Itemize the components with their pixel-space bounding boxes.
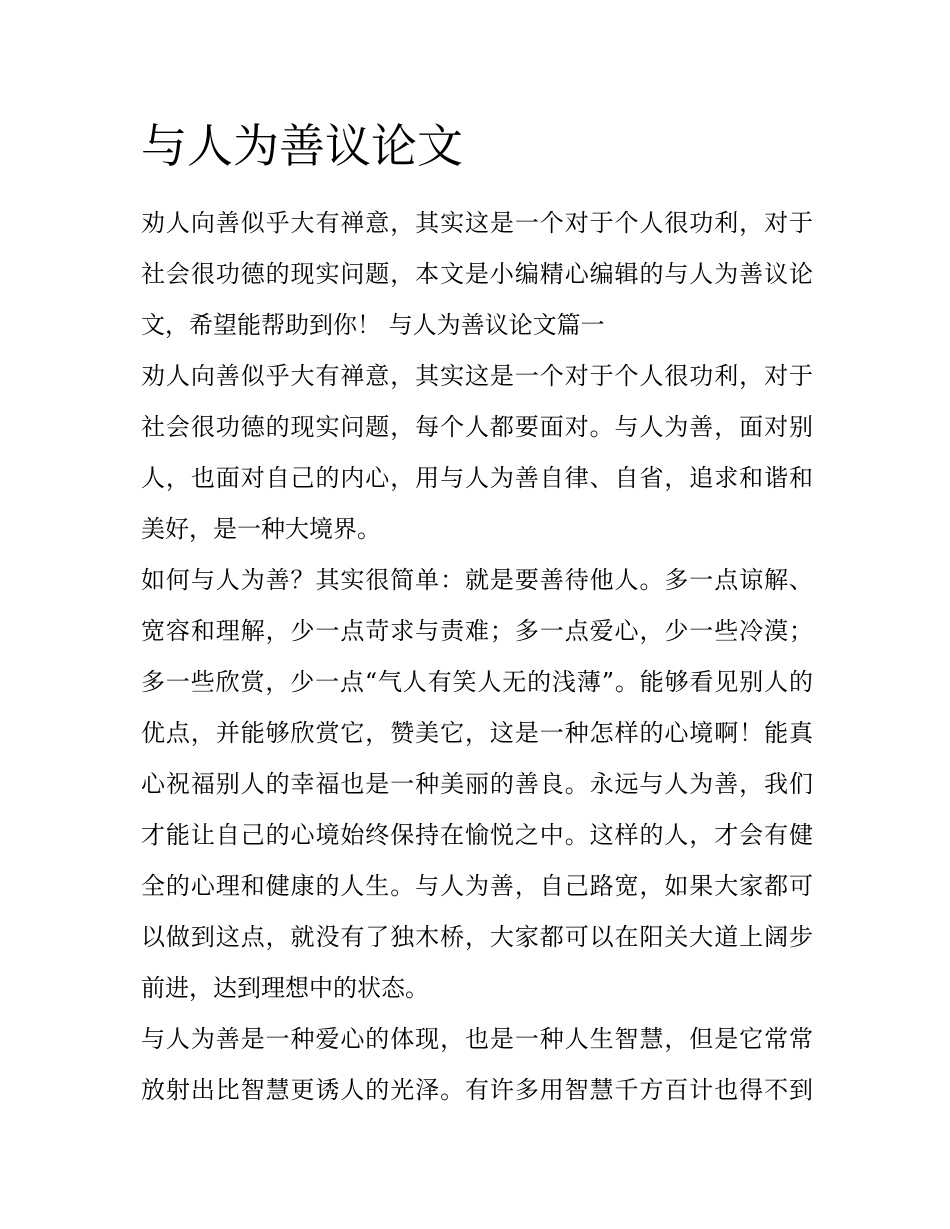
- body-line: 心祝福别人的幸福也是一种美丽的善良。永远与人为善，我们: [141, 770, 813, 798]
- body-line: 以做到这点，就没有了独木桥，大家都可以在阳关大道上阔步: [141, 923, 813, 951]
- body-line: 优点，并能够欣赏它，赞美它，这是一种怎样的心境啊！能真: [141, 719, 813, 747]
- body-line: 如何与人为善？其实很简单：就是要善待他人。多一点谅解、: [141, 566, 813, 594]
- body-line: 美好，是一种大境界。: [141, 515, 381, 543]
- body-line: 多一些欣赏，少一点“气人有笑人无的浅薄”。能够看见别人的: [141, 668, 813, 696]
- body-line: 劝人向善似乎大有禅意，其实这是一个对于个人很功利，对于: [141, 209, 813, 237]
- body-line: 劝人向善似乎大有禅意，其实这是一个对于个人很功利，对于: [141, 362, 813, 390]
- body-line: 全的心理和健康的人生。与人为善，自己路宽，如果大家都可: [141, 872, 813, 900]
- document-body: [141, 198, 813, 1116]
- body-line: 才能让自己的心境始终保持在愉悦之中。这样的人，才会有健: [141, 821, 813, 849]
- body-line: 与人为善是一种爱心的体现，也是一种人生智慧，但是它常常: [141, 1025, 813, 1053]
- body-line: 宽容和理解，少一点苛求与责难；多一点爱心，少一些冷漠；: [141, 617, 813, 645]
- page-title: 与人为善议论文: [141, 119, 463, 173]
- body-line: 社会很功德的现实问题，每个人都要面对。与人为善，面对别: [141, 413, 813, 441]
- body-line: 文，希望能帮助到你！ 与人为善议论文篇一: [141, 311, 605, 339]
- body-line: 前进，达到理想中的状态。: [141, 974, 429, 1002]
- body-line: 放射出比智慧更诱人的光泽。有许多用智慧千方百计也得不到: [141, 1076, 813, 1104]
- body-line: 社会很功德的现实问题，本文是小编精心编辑的与人为善议论: [141, 260, 813, 288]
- body-line: 人，也面对自己的内心，用与人为善自律、自省，追求和谐和: [141, 464, 813, 492]
